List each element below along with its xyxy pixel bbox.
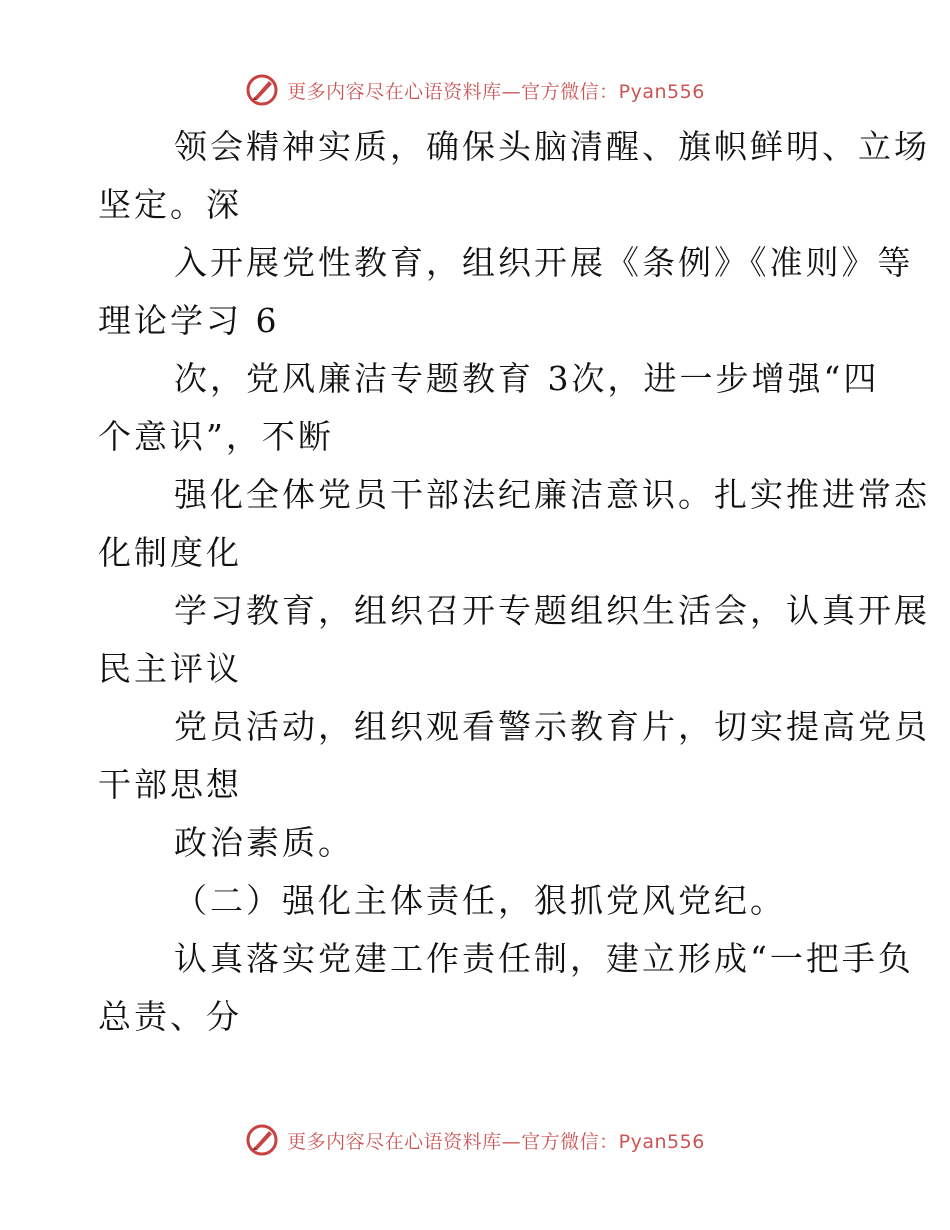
text-line: 入开展党性教育，组织开展《条例》《准则》等: [174, 243, 914, 282]
text-line: 学习教育，组织召开专题组织生活会，认真开展: [174, 591, 930, 630]
text-line: 坚定。深: [98, 185, 242, 224]
text-line: 干部思想: [98, 765, 242, 804]
document-body: [98, 118, 930, 1046]
text-line: 总责、分: [98, 997, 242, 1036]
text-line: 强化全体党员干部法纪廉洁意识。扎实推进常态: [174, 475, 930, 514]
text-line: 认真落实党建工作责任制，建立形成“一把手负: [174, 939, 914, 978]
text-line: 党员活动，组织观看警示教育片，切实提高党员: [174, 707, 930, 746]
text-line: 理论学习 6: [98, 301, 280, 340]
text-line: 次，党风廉洁专题教育 3次，进一步增强“四: [174, 359, 880, 398]
section-heading: （二）强化主体责任，狠抓党风党纪。: [174, 881, 786, 920]
paragraph: [98, 118, 930, 1046]
text-line: 领会精神实质，确保头脑清醒、旗帜鲜明、立场: [174, 127, 930, 166]
quill-logo-icon: [245, 1123, 279, 1157]
text-line: 政治素质。: [174, 823, 354, 862]
footer-watermark: [0, 1120, 950, 1160]
text-line: 个意识”，不断: [98, 417, 334, 456]
text-line: 化制度化: [98, 533, 242, 572]
header-watermark: [0, 70, 950, 110]
watermark-text: 更多内容尽在心语资料库—官方微信：Pyan556: [287, 80, 705, 103]
quill-logo-icon: [245, 73, 279, 107]
watermark-text: 更多内容尽在心语资料库—官方微信：Pyan556: [287, 1130, 705, 1153]
text-line: 民主评议: [98, 649, 242, 688]
